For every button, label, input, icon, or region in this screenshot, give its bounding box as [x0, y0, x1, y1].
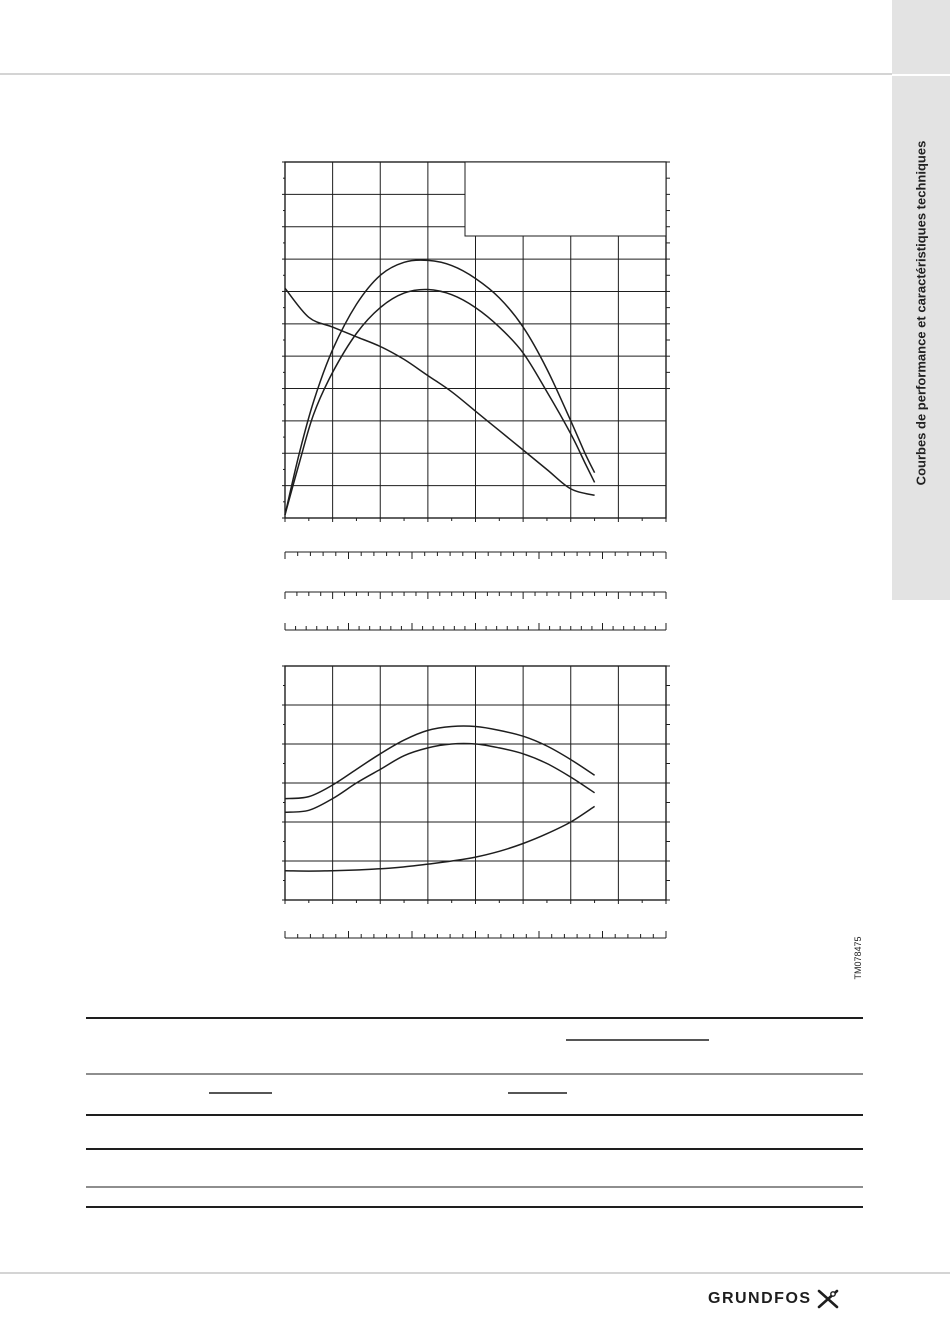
bottom-chart-curves [285, 726, 595, 871]
legend-box [465, 162, 666, 236]
data-table [86, 1018, 863, 1207]
series-line-curve-3 [285, 289, 595, 514]
series-line-curve-2 [285, 744, 595, 813]
series-line-curve-1 [285, 288, 595, 495]
bottom-chart-grid [285, 666, 666, 900]
series-line-curve-2 [285, 260, 595, 515]
drawing-reference: TM078475 [853, 936, 863, 980]
series-line-curve-1 [285, 726, 595, 799]
brand-name: GRUNDFOS [708, 1290, 812, 1307]
bottom-rule [0, 1272, 950, 1274]
top-chart-curves [285, 260, 595, 515]
grundfos-logo [708, 1287, 839, 1311]
side-tab-title: Courbes de performance et caractéristiques techniques [913, 140, 929, 486]
grundfos-x-icon [817, 1288, 839, 1310]
